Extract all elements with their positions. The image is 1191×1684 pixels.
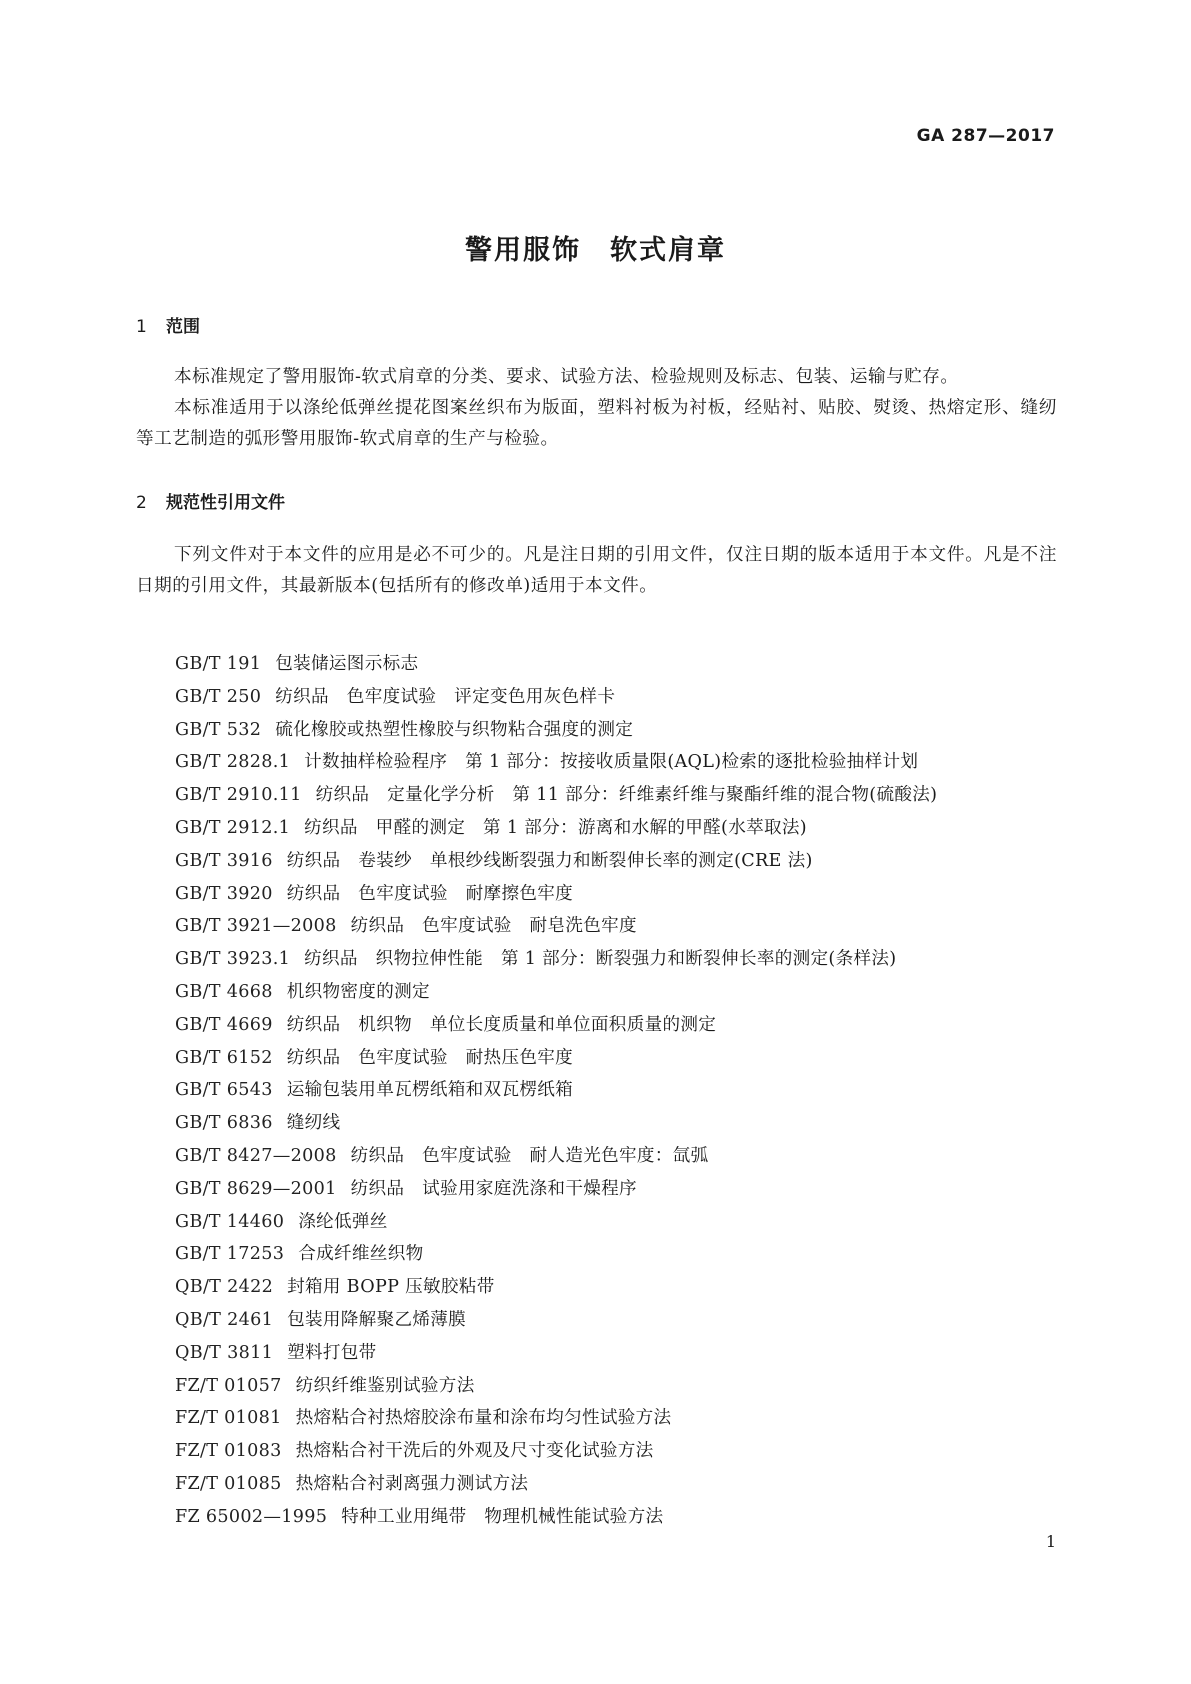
reference-item	[175, 878, 937, 911]
page-number: 1	[1045, 1532, 1056, 1551]
reference-title: 封箱用 BOPP 压敏胶粘带	[287, 1277, 495, 1298]
reference-title: 涤纶低弹丝	[298, 1211, 388, 1232]
reference-code: QB/T 2461	[175, 1309, 274, 1330]
reference-item	[175, 976, 937, 1009]
reference-title: 热熔粘合衬干洗后的外观及尺寸变化试验方法	[295, 1441, 654, 1462]
reference-code: GB/T 3923.1	[175, 949, 291, 970]
reference-code: GB/T 250	[175, 686, 262, 707]
section-2-title: 规范性引用文件	[166, 493, 285, 513]
reference-title: 特种工业用绳带 物理机械性能试验方法	[341, 1506, 664, 1527]
reference-title: 缝纫线	[286, 1113, 341, 1134]
reference-code: FZ/T 01083	[175, 1441, 282, 1462]
reference-code: FZ/T 01085	[175, 1473, 282, 1494]
reference-title: 纺织品 甲醛的测定 第 1 部分：游离和水解的甲醛(水萃取法)	[304, 817, 807, 838]
section-2-number: 2	[136, 493, 147, 513]
reference-item	[175, 1173, 937, 1206]
references-intro: 下列文件对于本文件的应用是必不可少的。凡是注日期的引用文件，仅注日期的版本适用于本文件。凡是不注日期的引用文件，其最新版本(包括所有的修改单)适用于本文件。	[136, 545, 1057, 596]
reference-title: 纺织品 卷装纱 单根纱线断裂强力和断裂伸长率的测定(CRE 法)	[286, 850, 813, 871]
reference-title: 纺织品 色牢度试验 耐摩擦色牢度	[286, 883, 574, 904]
reference-code: GB/T 8427—2008	[175, 1145, 337, 1166]
reference-code: GB/T 4669	[175, 1014, 273, 1035]
reference-code: GB/T 6152	[175, 1047, 273, 1068]
reference-item	[175, 1337, 937, 1370]
reference-code: GB/T 3920	[175, 883, 273, 904]
reference-title: 计数抽样检验程序 第 1 部分：按接收质量限(AQL)检索的逐批检验抽样计划	[304, 752, 919, 773]
reference-code: GB/T 191	[175, 654, 262, 674]
scope-paragraph-1: 本标准规定了警用服饰-软式肩章的分类、要求、试验方法、检验规则及标志、包装、运输与贮存。	[174, 367, 959, 387]
reference-item	[175, 1206, 937, 1239]
reference-item	[175, 1468, 937, 1501]
reference-title: 纺织纤维鉴别试验方法	[295, 1375, 475, 1396]
reference-title: 热熔粘合衬热熔胶涂布量和涂布均匀性试验方法	[295, 1408, 672, 1429]
reference-item	[175, 648, 937, 681]
reference-code: QB/T 2422	[175, 1277, 274, 1298]
reference-code: FZ 65002—1995	[175, 1506, 328, 1527]
reference-code: GB/T 6836	[175, 1113, 273, 1134]
reference-item	[175, 812, 937, 845]
reference-title: 纺织品 色牢度试验 耐热压色牢度	[286, 1047, 574, 1068]
document-title: 警用服饰 软式肩章	[465, 235, 726, 266]
reference-title: 纺织品 定量化学分析 第 11 部分：纤维素纤维与聚酯纤维的混合物(硫酸法)	[315, 785, 938, 806]
reference-title: 包装用降解聚乙烯薄膜	[287, 1309, 467, 1330]
reference-item	[175, 1402, 937, 1435]
reference-title: 合成纤维丝织物	[298, 1244, 424, 1265]
section-2-heading	[136, 488, 285, 513]
reference-item	[175, 1074, 937, 1107]
reference-list	[175, 648, 937, 1534]
scope-paragraph-2: 本标准适用于以涤纶低弹丝提花图案丝织布为版面，塑料衬板为衬板，经贴衬、贴胶、熨烫、热熔定形、缝纫等工艺制造的弧形警用服饰-软式肩章的生产与检验。	[136, 398, 1057, 449]
reference-code: GB/T 2828.1	[175, 752, 291, 773]
reference-item	[175, 943, 937, 976]
reference-item	[175, 746, 937, 779]
reference-title: 机织物密度的测定	[286, 981, 430, 1002]
standard-code: GA 287—2017	[916, 126, 1055, 146]
reference-title: 包装储运图示标志	[275, 654, 419, 674]
reference-item	[175, 681, 937, 714]
reference-item	[175, 1238, 937, 1271]
reference-item	[175, 845, 937, 878]
reference-item	[175, 1140, 937, 1173]
reference-title: 纺织品 试验用家庭洗涤和干燥程序	[350, 1178, 637, 1199]
section-1-heading	[136, 312, 200, 337]
reference-item	[175, 1271, 937, 1304]
reference-code: GB/T 17253	[175, 1244, 285, 1265]
reference-code: FZ/T 01057	[175, 1375, 282, 1396]
reference-code: GB/T 4668	[175, 981, 273, 1002]
reference-code: GB/T 8629—2001	[175, 1178, 337, 1199]
reference-code: GB/T 14460	[175, 1211, 285, 1232]
reference-code: FZ/T 01081	[175, 1408, 282, 1429]
section-1-number: 1	[136, 317, 147, 337]
section-1-title: 范围	[166, 317, 200, 337]
reference-code: GB/T 532	[175, 719, 262, 740]
reference-title: 纺织品 织物拉伸性能 第 1 部分：断裂强力和断裂伸长率的测定(条样法)	[304, 949, 897, 970]
reference-code: QB/T 3811	[175, 1342, 274, 1363]
reference-item	[175, 714, 937, 747]
reference-code: GB/T 3916	[175, 850, 273, 871]
reference-item	[175, 779, 937, 812]
reference-code: GB/T 3921—2008	[175, 916, 337, 937]
reference-item	[175, 1435, 937, 1468]
reference-item	[175, 1370, 937, 1403]
reference-item	[175, 1304, 937, 1337]
reference-code: GB/T 2910.11	[175, 785, 302, 806]
reference-title: 纺织品 色牢度试验 耐皂洗色牢度	[350, 916, 637, 937]
reference-item	[175, 910, 937, 943]
reference-title: 运输包装用单瓦楞纸箱和双瓦楞纸箱	[286, 1080, 574, 1101]
reference-item	[175, 1042, 937, 1075]
reference-title: 硫化橡胶或热塑性橡胶与织物粘合强度的测定	[275, 719, 634, 740]
reference-title: 纺织品 机织物 单位长度质量和单位面积质量的测定	[286, 1014, 717, 1035]
reference-code: GB/T 6543	[175, 1080, 273, 1101]
reference-code: GB/T 2912.1	[175, 817, 291, 838]
reference-title: 纺织品 色牢度试验 评定变色用灰色样卡	[275, 686, 616, 707]
reference-title: 热熔粘合衬剥离强力测试方法	[295, 1473, 529, 1494]
reference-title: 纺织品 色牢度试验 耐人造光色牢度：氙弧	[350, 1145, 709, 1166]
reference-item	[175, 1107, 937, 1140]
reference-title: 塑料打包带	[287, 1342, 377, 1363]
reference-item	[175, 1009, 937, 1042]
reference-item	[175, 1501, 937, 1534]
